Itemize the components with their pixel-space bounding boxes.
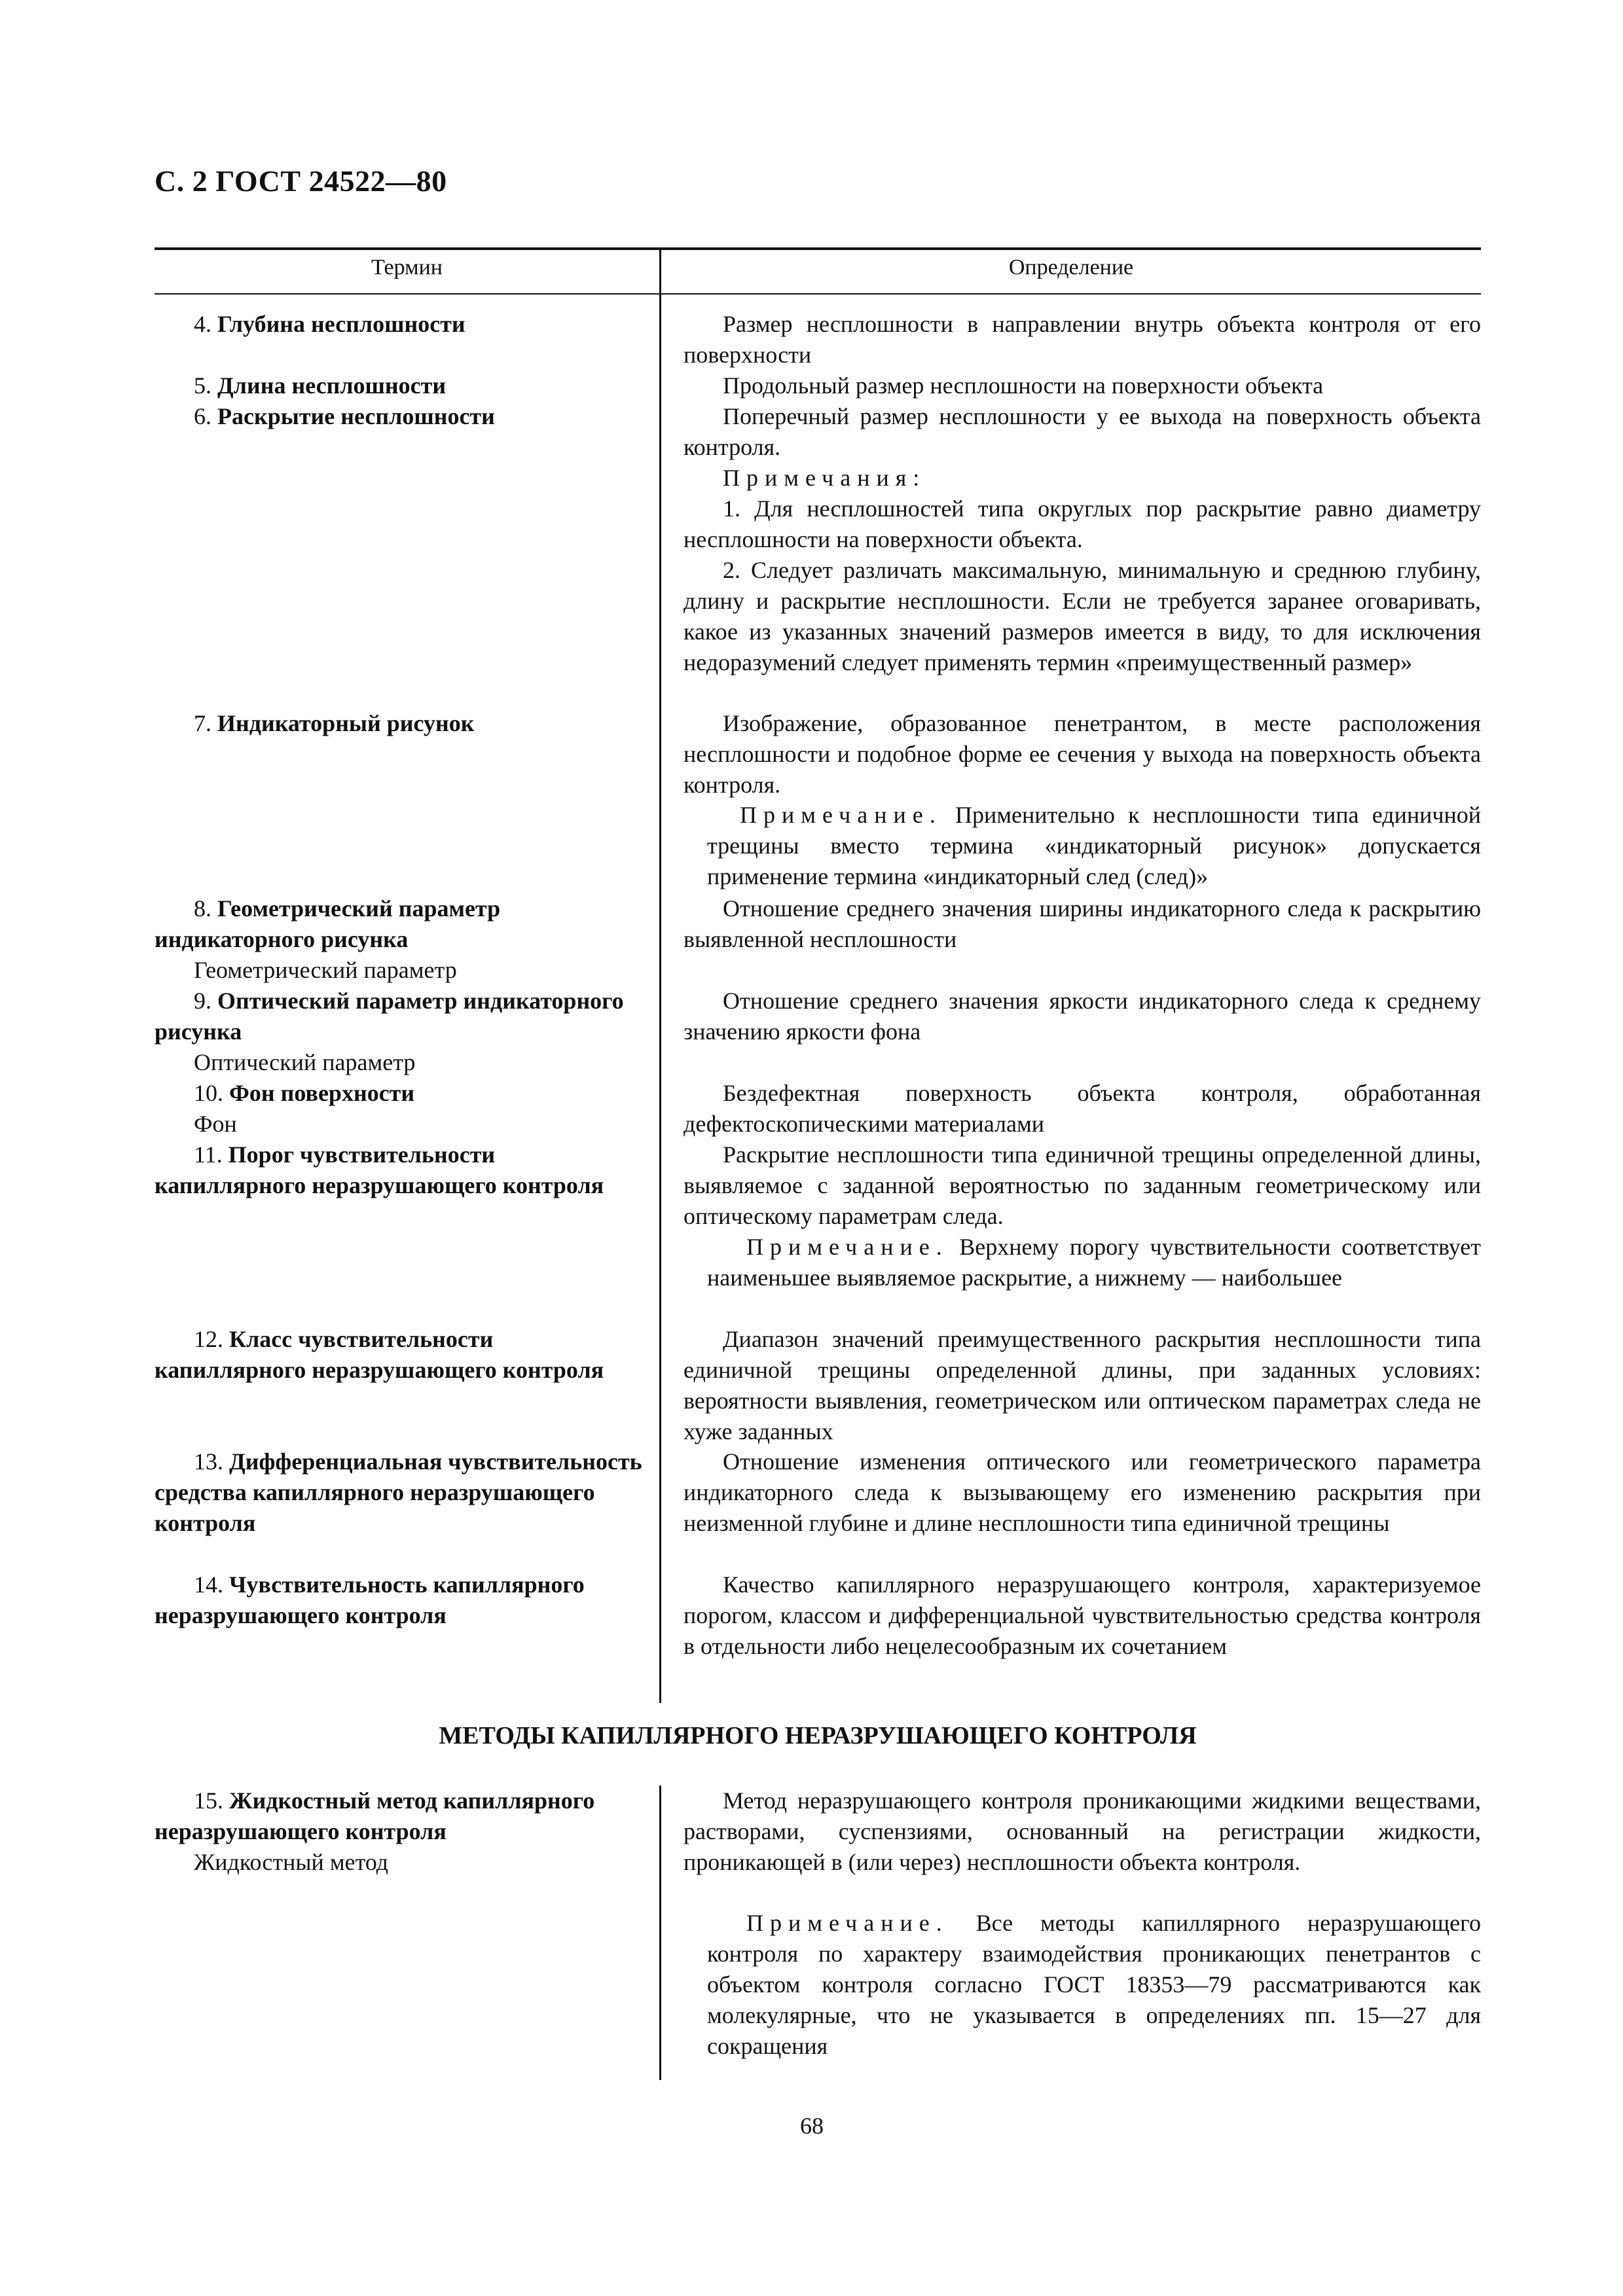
term-8 [155, 893, 647, 986]
term-name: Класс чувствительности капиллярного неразрушающего контроля [155, 1326, 604, 1383]
note-label: Примечание. [746, 1234, 949, 1260]
section-title: МЕТОДЫ КАПИЛЛЯРНОГО НЕРАЗРУШАЮЩЕГО КОНТРОЛЯ [439, 1722, 1197, 1749]
note-11 [707, 1232, 1481, 1293]
term-number: 10. [194, 1080, 223, 1106]
note-text: Применительно к несплошности типа единичной трещины вместо термина «индикаторный рисунок» допускается применение термина «индикаторный след (след)» [707, 802, 1482, 889]
term-number: 5. [194, 372, 211, 399]
term-name: Чувствительность капиллярного неразрушающего контроля [155, 1571, 585, 1628]
term-name: Длина несплошности [217, 372, 447, 399]
term-7 [155, 708, 647, 739]
term-name: Индикаторный рисунок [217, 710, 475, 736]
term-number: 7. [194, 710, 211, 736]
term-number: 13. [194, 1448, 223, 1475]
definition-11: Раскрытие несплошности типа единичной трещины определенной длины, выявляемое с заданной вероятностью по заданным геометрическому или оптическому параметрам следа. [684, 1141, 1481, 1229]
term-number: 11. [194, 1141, 223, 1168]
definition-4: Размер несплошности в направлении внутрь объекта контроля от его поверхности [684, 311, 1481, 368]
term-13 [155, 1446, 647, 1539]
term-name: Дифференциальная чувствительность средства капиллярного неразрушающего контроля [155, 1448, 642, 1536]
note-7 [707, 800, 1481, 892]
term-short-form: Оптический параметр [194, 1049, 416, 1075]
term-name: Оптический параметр индикаторного рисунка [155, 988, 624, 1045]
column-divider [659, 250, 661, 1703]
term-name: Глубина несплошности [217, 311, 465, 337]
table-header-rule [155, 293, 1481, 295]
note-15 [707, 1908, 1481, 2062]
column-divider-2 [659, 1785, 661, 2080]
term-12 [155, 1324, 647, 1386]
definition-5: Продольный размер несплошности на поверхности объекта [723, 372, 1324, 399]
term-number: 6. [194, 403, 211, 429]
definition-8: Отношение среднего значения ширины индикаторного следа к раскрытию выявленной несплошности [684, 895, 1481, 952]
definition-10: Бездефектная поверхность объекта контроля, обработанная дефектоскопическими материалами [684, 1080, 1481, 1137]
definition-text: Поперечный размер несплошности у ее выхода на поверхность объекта контроля. [684, 403, 1481, 460]
term-14 [155, 1570, 647, 1631]
term-4 [155, 309, 647, 340]
term-11 [155, 1139, 647, 1201]
term-number: 15. [194, 1787, 223, 1814]
column-header-definition: Определение [1008, 255, 1134, 279]
table-top-rule [155, 247, 1481, 250]
term-short-form: Жидкостный метод [194, 1849, 389, 1875]
definition-14: Качество капиллярного неразрушающего контроля, характеризуемое порогом, классом и дифференциальной чувствительностью средства контроля в отдельности либо нецелесообразным их сочетанием [684, 1571, 1481, 1659]
page-number: 68 [800, 2113, 824, 2139]
definition-9: Отношение среднего значения яркости индикаторного следа к среднему значению яркости фона [684, 988, 1481, 1045]
page-header: С. 2 ГОСТ 24522—80 [155, 164, 447, 198]
definition-12: Диапазон значений преимущественного раскрытия несплошности типа единичной трещины определенной длины, при заданных условиях: вероятности выявления, геометрическом или оптическом параметрах следа не хуже заданных [684, 1326, 1481, 1444]
term-short-form: Фон [194, 1111, 237, 1137]
term-number: 4. [194, 311, 211, 337]
term-name: Фон поверхности [229, 1080, 415, 1106]
definition-15: Метод неразрушающего контроля проникающими жидкими веществами, растворами, суспензиями, основанный на регистрации жидкости, проникающей в (или через) несплошности объекта контроля. [684, 1787, 1481, 1875]
term-number: 8. [194, 895, 211, 922]
note-text: Верхнему порогу чувствительности соответствует наименьшее выявляемое раскрытие, а нижнему — наибольшее [707, 1234, 1481, 1291]
note-label: Примечание. [746, 1910, 949, 1936]
notes-title: Примечания: [723, 465, 926, 491]
term-10 [155, 1078, 647, 1139]
term-5 [155, 370, 647, 401]
column-header-term: Термин [371, 255, 443, 279]
term-short-form: Геометрический параметр [194, 957, 457, 983]
term-9 [155, 986, 647, 1078]
term-name: Раскрытие несплошности [217, 403, 495, 429]
definition-7: Изображение, образованное пенетрантом, в месте расположения несплошности и подобное форме ее сечения у выхода на поверхность объекта контроля. [684, 710, 1481, 798]
definition-13: Отношение изменения оптического или геометрического параметра индикаторного следа к вызывающему его изменению раскрытия при неизменной глубине и длине несплошности типа единичной трещины [684, 1448, 1481, 1536]
term-name: Геометрический параметр индикаторного рисунка [155, 895, 501, 952]
term-name: Жидкостный метод капиллярного неразрушающего контроля [155, 1787, 595, 1844]
definition-6 [684, 401, 1481, 678]
term-15 [155, 1785, 647, 1878]
note-1: 1. Для несплошностей типа округлых пор раскрытие равно диаметру несплошности на поверхности объекта. [684, 495, 1481, 552]
term-name: Порог чувствительности капиллярного неразрушающего контроля [155, 1141, 604, 1198]
note-text: Все методы капиллярного неразрушающего контроля по характеру взаимодействия проникающих пенетрантов с объектом контроля согласно ГОСТ 18353—79 рассматриваются как молекулярные, что не указывается в определениях пп. 15—27 для сокращения [707, 1910, 1481, 2059]
term-number: 12. [194, 1326, 223, 1352]
term-number: 14. [194, 1571, 223, 1598]
term-6 [155, 401, 647, 432]
note-label: Примечание. [740, 802, 942, 828]
term-number: 9. [194, 988, 211, 1014]
note-2: 2. Следует различать максимальную, минимальную и среднюю глубину, длину и раскрытие несплошности. Если не требуется заранее оговаривать, какое из указанных значений размеров имеется в виду, то для исключения недоразумений следует применять термин «преимущественный размер» [684, 557, 1481, 675]
